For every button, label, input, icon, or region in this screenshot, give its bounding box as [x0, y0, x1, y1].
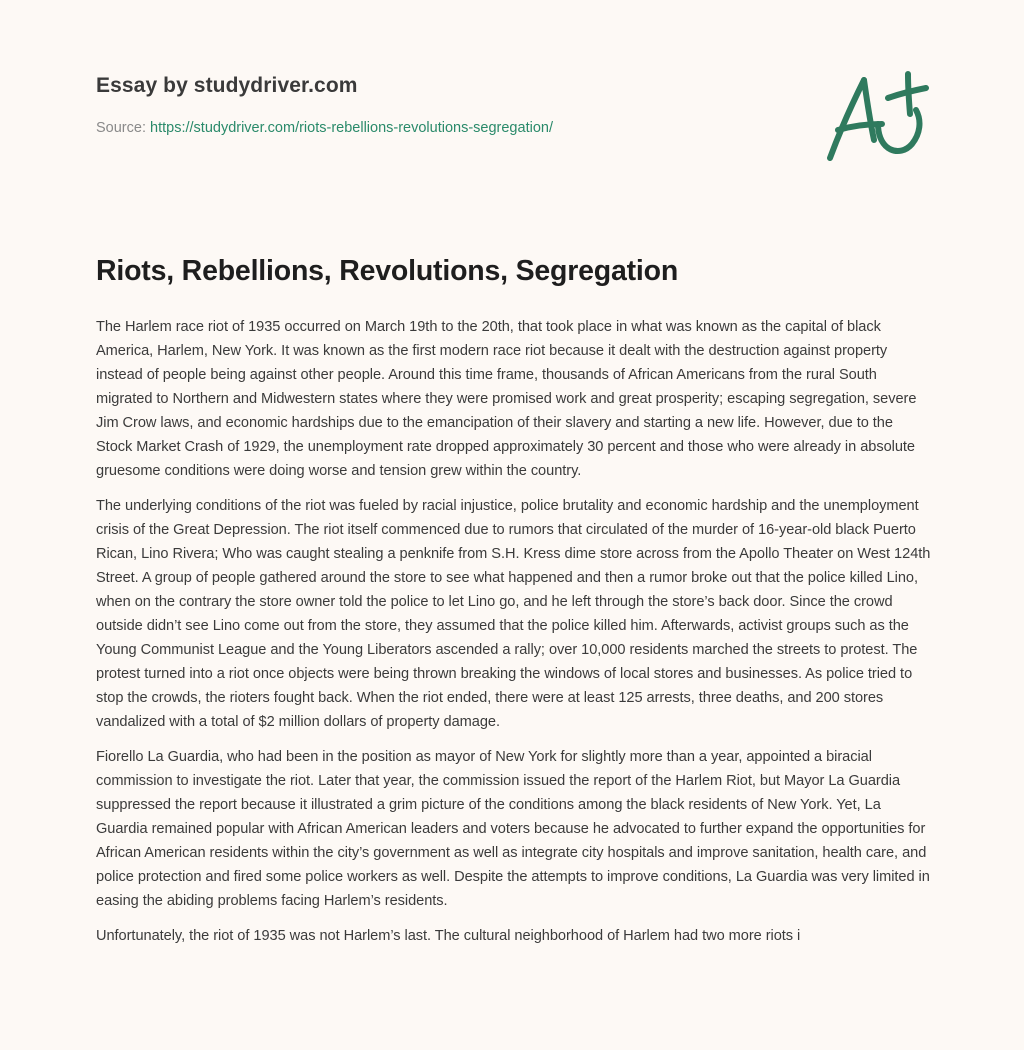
article-body: [96, 315, 931, 959]
source-label: Source:: [96, 120, 146, 136]
paragraph: The Harlem race riot of 1935 occurred on March 19th to the 20th, that took place in what was known as the capital of black America, Harlem, New York. It was known as the first modern race riot because it dealt with the destruction against property instead of people being against other people. Around this time frame, thousands of African Americans from the rural South migrated to Northern and Midwestern states where they were promised work and great prosperity; escaping segregation, severe Jim Crow laws, and economic hardships due to the emancipation of their slavery and starting a new life. However, due to the Stock Market Crash of 1929, the unemployment rate dropped approximately 30 percent and those who were already in absolute gruesome conditions were doing worse and tension grew within the country.: [96, 319, 917, 479]
site-title: Essay by studydriver.com: [96, 74, 358, 97]
paragraph: Unfortunately, the riot of 1935 was not Harlem’s last. The cultural neighborhood of Harlem had two more riots i: [96, 928, 801, 944]
source-line: [96, 120, 796, 136]
paragraph: Fiorello La Guardia, who had been in the position as mayor of New York for slightly more than a year, appointed a biracial commission to investigate the riot. Later that year, the commission issued the report of the Harlem Riot, but Mayor La Guardia suppressed the report because it illustrated a grim picture of the conditions among the black residents of New York. Yet, La Guardia remained popular with African American leaders and voters because he advocated to further expand the opportunities for African American residents within the city’s government as well as integrate city hospitals and improve sanitation, health care, and police protection and fired some police workers as well. Despite the attempts to improve conditions, La Guardia was very limited in easing the abiding problems facing Harlem’s residents.: [96, 749, 930, 909]
source-link[interactable]: https://studydriver.com/riots-rebellions-revolutions-segregation/: [150, 120, 553, 136]
paragraph: The underlying conditions of the riot was fueled by racial injustice, police brutality and economic hardship and the unemployment crisis of the Great Depression. The riot itself commenced due to rumors that circulated of the murder of 16-year-old black Puerto Rican, Lino Rivera; Who was caught stealing a penknife from S.H. Kress dime store across from the Apollo Theater on West 124th Street. A group of people gathered around the store to see what happened and then a rumor broke out that the police killed Lino, when on the contrary the store owner told the police to let Lino go, and he left through the store’s back door. Since the crowd outside didn’t see Lino come out from the store, they assumed that the police killed him. Afterwards, activist groups such as the Young Communist League and the Young Liberators ascended a rally; over 10,000 residents marched the streets to protest. The protest turned into a riot once objects were being thrown breaking the windows of local stores and businesses. As police tried to stop the crowds, the rioters fought back. When the riot ended, there were at least 125 arrests, three deaths, and 200 stores vandalized with a total of $2 million dollars of property damage.: [96, 498, 931, 730]
article-title: Riots, Rebellions, Revolutions, Segregation: [96, 255, 679, 287]
page-header: [96, 74, 796, 136]
a-plus-grade-icon: [820, 66, 930, 166]
